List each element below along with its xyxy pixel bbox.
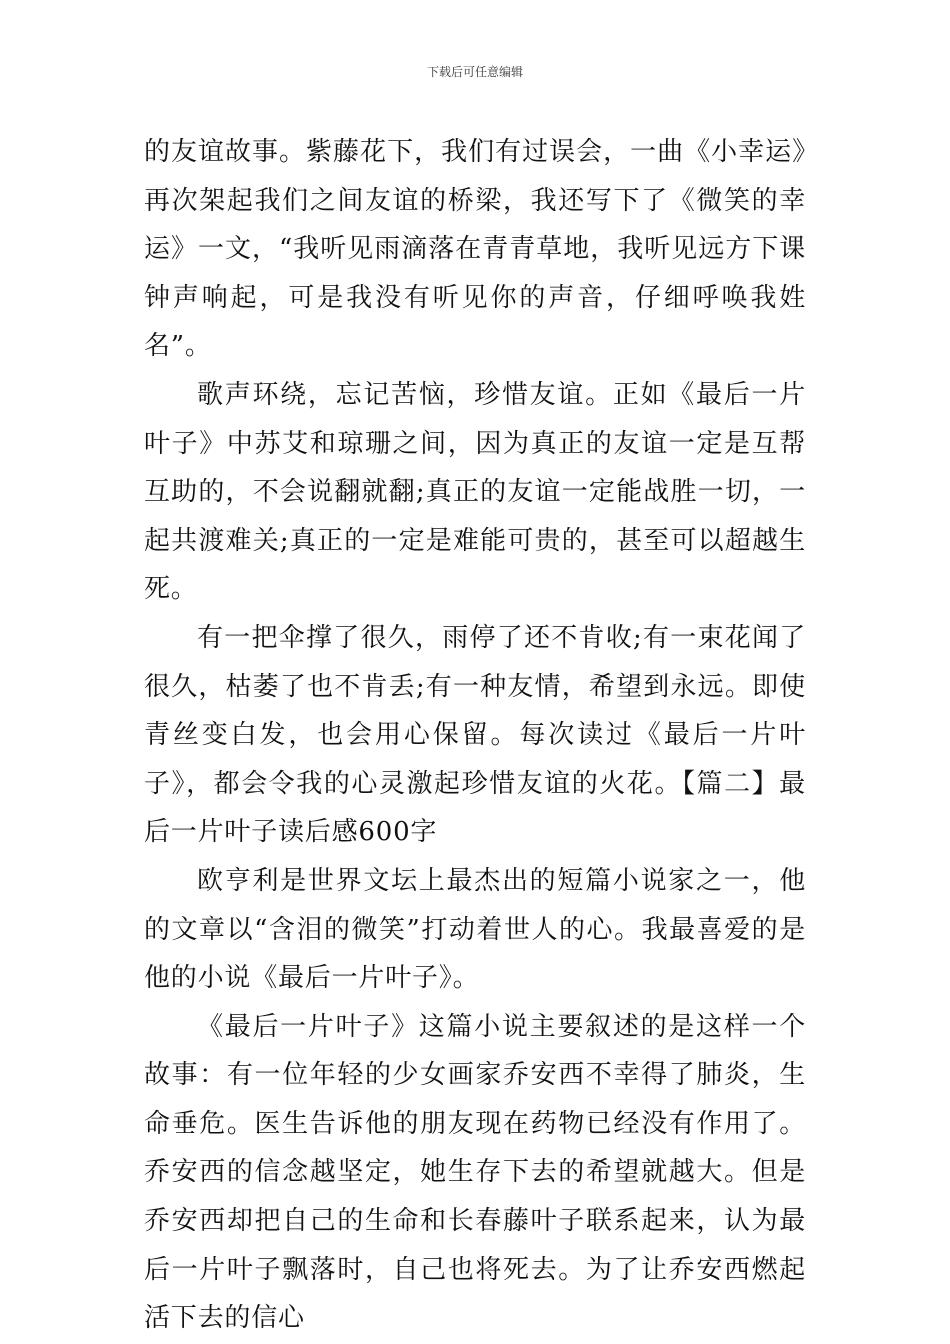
paragraph: 有一把伞撑了很久，雨停了还不肯收;有一束花闻了很久，枯萎了也不肯丢;有一种友情，希望到永远。即使青丝变白发，也会用心保留。每次读过《最后一片叶子》，都会令我的心灵激起珍惜友谊的火花。【篇二】最后一片叶子读后感600字 bbox=[144, 622, 806, 848]
document-body bbox=[144, 128, 806, 1343]
paragraph-continuation: 的友谊故事。紫藤花下，我们有过误会，一曲《小幸运》再次架起我们之间友谊的桥梁，我还写下了《微笑的幸运》一文，“我听见雨滴落在青青草地，我听见远方下课钟声响起，可是我没有听见你的声音，仔细呼唤我姓名”。 bbox=[144, 137, 806, 362]
page-header: 下载后可任意编辑 bbox=[426, 65, 523, 79]
paragraph: 《最后一片叶子》这篇小说主要叙述的是这样一个故事：有一位年轻的少女画家乔安西不幸得了肺炎，生命垂危。医生告诉他的朋友现在药物已经没有作用了。乔安西的信念越坚定，她生存下去的希望就越大。但是乔安西却把自己的生命和长春藤叶子联系起来，认为最后一片叶子飘落时，自己也将死去。为了让乔安西燃起活下去的信心 bbox=[144, 1011, 806, 1334]
paragraph: 歌声环绕，忘记苦恼，珍惜友谊。正如《最后一片叶子》中苏艾和琼珊之间，因为真正的友谊一定是互帮互助的，不会说翻就翻;真正的友谊一定能战胜一切，一起共渡难关;真正的一定是难能可贵的，甚至可以超越生死。 bbox=[144, 379, 806, 605]
paragraph: 欧亨利是世界文坛上最杰出的短篇小说家之一，他的文章以“含泪的微笑”打动着世人的心。我最喜爱的是他的小说《最后一片叶子》。 bbox=[144, 865, 806, 994]
